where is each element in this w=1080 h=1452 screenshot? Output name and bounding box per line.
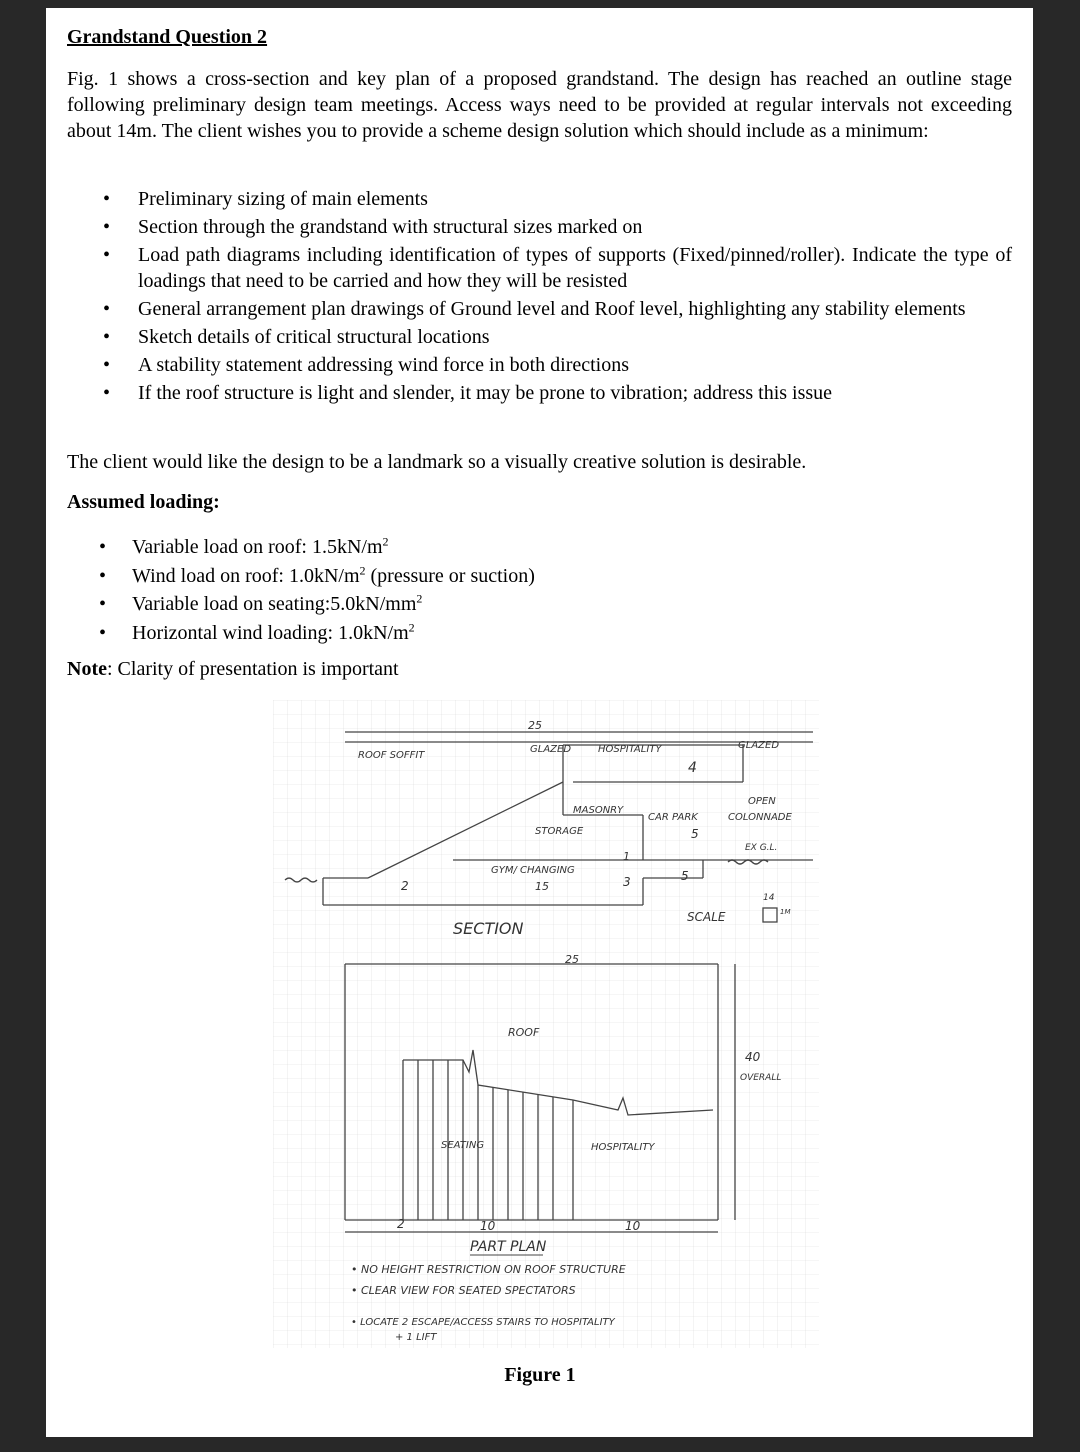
- overall-label: OVERALL: [740, 1073, 782, 1083]
- colonnade-label: COLONNADE: [728, 812, 792, 823]
- loading-heading: Assumed loading:: [67, 491, 220, 513]
- loads-list: [96, 533, 696, 647]
- note-4: + 1 LIFT: [395, 1332, 437, 1343]
- plan-title: PART PLAN: [470, 1239, 547, 1255]
- note-line: [67, 658, 399, 681]
- glazed-right-label: GLAZED: [738, 740, 780, 751]
- level-4-label: 4: [688, 760, 697, 776]
- list-item: • Horizontal wind loading: $1.0kN/m^2$: [96, 619, 696, 648]
- level-5a-label: 5: [691, 827, 699, 841]
- level-2-label: 2: [401, 879, 409, 893]
- sketch-svg: [273, 700, 819, 1348]
- roof-soffit-label: ROOF SOFFIT: [358, 750, 425, 761]
- glazed-left-label: GLAZED: [530, 744, 572, 755]
- level-5b-label: 5: [681, 869, 689, 883]
- car-park-label: CAR PARK: [648, 812, 698, 823]
- figure-caption: Figure 1: [504, 1364, 576, 1386]
- seating-label: SEATING: [441, 1140, 485, 1151]
- list-item: • Wind load on roof: $1.0kN/m^2$ (pressure or suction): [96, 562, 696, 591]
- page-title: Grandstand Question 2: [67, 26, 268, 48]
- masonry-label: MASONRY: [573, 805, 624, 816]
- plan-hospitality-label: HOSPITALITY: [591, 1142, 655, 1153]
- scale-unit-label: 1M: [780, 908, 791, 916]
- list-item: • Sketch details of critical structural locations: [100, 324, 1012, 350]
- client-note: The client would like the design to be a landmark so a visually creative solution is desirable.: [67, 451, 807, 473]
- note-3: • LOCATE 2 ESCAPE/ACCESS STAIRS TO HOSPITALITY: [351, 1317, 615, 1328]
- section-dim-top: 25: [528, 719, 542, 732]
- figure-sketch: [273, 700, 819, 1348]
- plan-dim-10b: 10: [625, 1219, 641, 1233]
- section-title: SECTION: [453, 919, 524, 938]
- requirements-list: [100, 186, 1012, 406]
- plan-dim-top: 25: [565, 953, 579, 966]
- scale-label: SCALE: [687, 910, 726, 924]
- note-label: Note: [67, 658, 107, 680]
- list-item: • A stability statement addressing wind force in both directions: [100, 352, 1012, 378]
- dim-14-label: 14: [763, 893, 775, 903]
- note-1: • NO HEIGHT RESTRICTION ON ROOF STRUCTURE: [351, 1263, 626, 1276]
- list-item: • Variable load on $seating:5.0kN/mm^2$: [96, 590, 696, 619]
- note-text: : Clarity of presentation is important: [106, 658, 399, 680]
- roof-label: ROOF: [508, 1026, 540, 1039]
- dim-15-label: 15: [535, 880, 549, 893]
- ex-gl-label: EX G.L.: [745, 843, 778, 853]
- list-item: • If the roof structure is light and slender, it may be prone to vibration; address this issue: [100, 380, 1012, 406]
- list-item: • Load path diagrams including identification of types of supports (Fixed/pinned/roller). Indicate the type of loadings that need to be carried and how they will be resisted: [100, 242, 1012, 294]
- open-label: OPEN: [748, 796, 776, 807]
- overall-dim-label: 40: [745, 1050, 761, 1064]
- level-3-label: 3: [623, 875, 631, 889]
- plan-dim-10a: 10: [480, 1219, 496, 1233]
- list-item: • Variable load on roof: $1.5kN/m^2$: [96, 533, 696, 562]
- hospitality-label: HOSPITALITY: [598, 744, 662, 755]
- storage-label: STORAGE: [535, 826, 584, 837]
- plan-dim-2: 2: [397, 1217, 405, 1231]
- note-2: • CLEAR VIEW FOR SEATED SPECTATORS: [351, 1284, 576, 1297]
- level-1-label: 1: [623, 850, 630, 863]
- list-item: • Preliminary sizing of main elements: [100, 186, 1012, 212]
- list-item: • General arrangement plan drawings of Ground level and Roof level, highlighting any stability elements: [100, 296, 1012, 322]
- gym-changing-label: GYM/ CHANGING: [491, 865, 575, 876]
- list-item: • Section through the grandstand with structural sizes marked on: [100, 214, 1012, 240]
- intro-paragraph: Fig. 1 shows a cross-section and key plan of a proposed grandstand. The design has reached an outline stage following preliminary design team meetings. Access ways need to be provided at regular intervals not exceeding about 14m. The client wishes you to provide a scheme design solution which should include as a minimum:: [67, 68, 1012, 142]
